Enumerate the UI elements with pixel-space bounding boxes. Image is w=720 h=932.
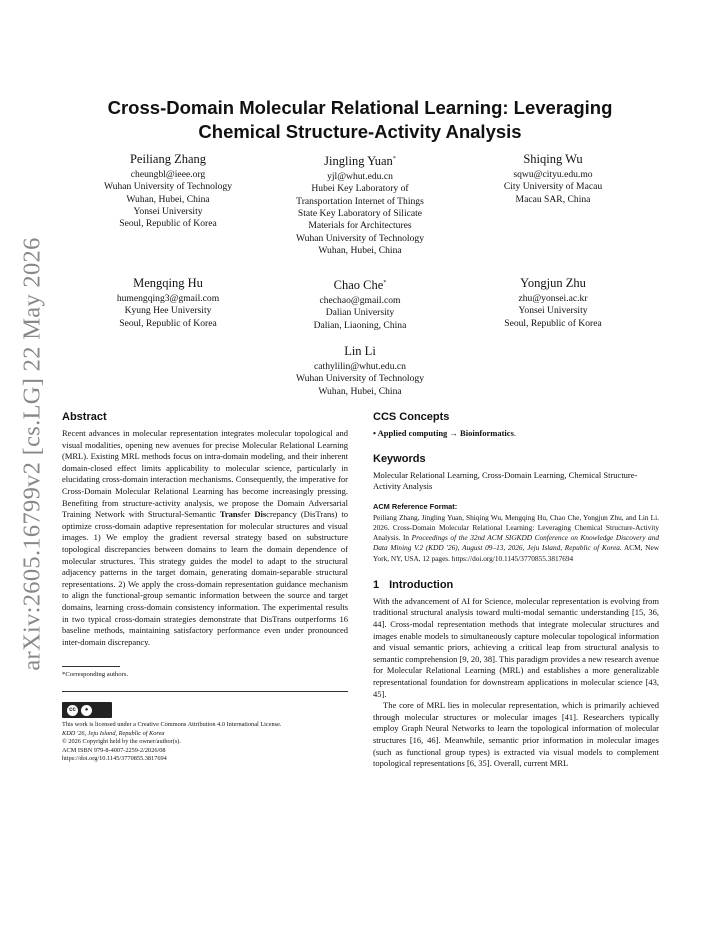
author-email: sqwu@cityu.edu.mo bbox=[513, 169, 593, 180]
author-block bbox=[260, 276, 460, 332]
license-copyright: © 2026 Copyright held by the owner/author(s). bbox=[62, 738, 181, 746]
author-email: zhu@yonsei.ac.kr bbox=[518, 293, 588, 304]
abstract-heading: Abstract bbox=[62, 411, 107, 423]
author-affiliation: Dalian University bbox=[325, 307, 395, 319]
author-name: Chao Che* bbox=[333, 278, 387, 293]
keywords-text: Molecular Relational Learning, Cross-Domain Learning, Chemical Structure-Activity Analysis bbox=[373, 469, 638, 492]
author-affiliation: Wuhan, Hubei, China bbox=[318, 385, 402, 397]
keywords-heading: Keywords bbox=[373, 452, 426, 465]
author-block bbox=[68, 276, 268, 330]
author-email: yjl@whut.edu.cn bbox=[327, 171, 393, 183]
author-affiliation: City University of Macau bbox=[503, 181, 603, 193]
right-column bbox=[373, 410, 659, 770]
author-block bbox=[453, 152, 653, 206]
license-venue: KDD '26, Jeju Island, Republic of Korea bbox=[62, 729, 165, 737]
arxiv-id: arXiv:2605.16799v2 [cs.LG] 22 May 2026 bbox=[19, 237, 47, 671]
author-affiliation: Seoul, Republic of Korea bbox=[119, 317, 217, 329]
author-affiliation: Wuhan University of Technology bbox=[296, 232, 424, 244]
author-affiliation: Dalian, Liaoning, China bbox=[313, 319, 407, 331]
author-email: cathylilin@whut.edu.cn bbox=[314, 361, 406, 372]
author-affiliation: Seoul, Republic of Korea bbox=[504, 317, 602, 329]
author-email: chechao@gmail.com bbox=[319, 295, 401, 307]
author-block bbox=[260, 152, 460, 257]
author-affiliation: Materials for Architectures bbox=[308, 220, 412, 232]
author-affiliation: State Key Laboratory of Silicate bbox=[297, 208, 423, 220]
author-block bbox=[453, 276, 653, 330]
author-name: Mengqing Hu bbox=[133, 276, 203, 290]
cc-by-badge[interactable] bbox=[62, 702, 112, 718]
corresponding-footnote: *Corresponding authors. bbox=[62, 671, 129, 679]
author-name: Yongjun Zhu bbox=[520, 276, 586, 290]
author-name: Lin Li bbox=[344, 344, 376, 358]
acm-ref-heading: ACM Reference Format: bbox=[373, 501, 458, 511]
ccs-concepts: • Applied computing → Bioinformatics. bbox=[373, 428, 517, 438]
author-affiliation: Yonsei University bbox=[133, 205, 203, 217]
author-affiliation: Hubei Key Laboratory of bbox=[311, 183, 409, 195]
author-block bbox=[68, 152, 268, 230]
abstract-text: Recent advances in molecular representation integrates molecular topological and visual modalities, opening new avenues for precise Molecular Relational Learning (MRL). Existing MRL methods focus on intra-domain modeling, and their inherent domain-closed effect limits applicability to molecular science, particularly in elucidating cross-domain interaction mechanisms. Consequently, the imperative for Cross-Domain Molecular Relational Learning has become increasingly pressing. Benefiting from structure-activity analysis, we propose the Domain Adversarial Training Network with Structural-Semantic Transfer Discrepancy (DisTrans) to optimize cross-domain adaptive representation for molecular structures and visual images. 1) We employ the gradient reversal strategy based on substructure topological discrepancies between domains to learn the domain dependence of molecular structures. This strategy guides the model to adapt to the structural adjacency patterns in the target domain, generating domain-separable structural representations. 2) We apply the cross-domain representation guidance mechanism to align the functional-group semantic information between the source and target domains, learning cross-domain consistency information. The experimental results in two typical cross-domain strategies demonstrate that DisTrans outperforms 16 baseline methods, maintaining satisfactory performance even under pronounced inter-domain discrepancy. bbox=[62, 428, 348, 647]
author-affiliation: Transportation Internet of Things bbox=[296, 195, 424, 207]
author-email: cheungbl@ieee.org bbox=[130, 169, 206, 180]
author-name: Jingling Yuan* bbox=[324, 154, 396, 169]
intro-heading: 1 Introduction bbox=[373, 578, 454, 591]
left-column bbox=[62, 410, 348, 763]
author-affiliation: Wuhan University of Technology bbox=[104, 181, 232, 193]
author-affiliation: Kyung Hee University bbox=[124, 305, 212, 317]
arxiv-stamp bbox=[12, 237, 54, 671]
ccs-heading: CCS Concepts bbox=[373, 411, 450, 423]
person-icon: ● bbox=[81, 705, 92, 716]
author-affiliation: Wuhan, Hubei, China bbox=[126, 193, 210, 205]
author-affiliation: Wuhan University of Technology bbox=[296, 373, 424, 385]
author-affiliation: Yonsei University bbox=[518, 305, 588, 317]
license-isbn: ACM ISBN 979-8-4007-2259-2/2026/08 bbox=[62, 746, 166, 754]
author-email: humengqing3@gmail.com bbox=[116, 293, 220, 304]
license-doi[interactable]: https://doi.org/10.1145/3770855.3817694 bbox=[62, 754, 167, 762]
intro-paragraph: With the advancement of AI for Science, molecular representation is evolving from traditional structural analysis toward multi-modal semantic understanding [15, 36, 44]. Cross-modal representation methods that integrate molecular structures and images enable models to simultaneously capture molecular topological information and visual semantic priors, achieving a critical leap from structural analysis to semantic comprehension [9, 20, 38]. This paradigm provides a new research avenue for Molecular Relational Learning (MRL) and establishes a more generalizable representational foundation for downstream applications in molecular science [43, 45]. bbox=[373, 595, 659, 699]
author-affiliation: Seoul, Republic of Korea bbox=[119, 218, 217, 230]
author-affiliation: Macau SAR, China bbox=[515, 193, 591, 205]
author-name: Shiqing Wu bbox=[523, 152, 583, 166]
intro-paragraph: The core of MRL lies in molecular representation, which is primarily achieved through molecular structures or molecular images [41]. Researchers typically employ Graph Neural Networks to learn the topological information of molecular structures [16, 46]. Meanwhile, semantic prior information in molecular images (such as functional group types) is extracted via visual models to complement topological representations [6, 35]. Overall, current MRL bbox=[373, 700, 659, 769]
author-name: Peiliang Zhang bbox=[129, 152, 207, 166]
author-block bbox=[260, 344, 460, 398]
license-line: This work is licensed under a Creative Commons Attribution 4.0 International License. bbox=[62, 721, 282, 729]
footnote-rule bbox=[62, 666, 120, 667]
author-affiliation: Wuhan, Hubei, China bbox=[318, 244, 402, 256]
cc-icon: cc bbox=[67, 705, 78, 716]
acm-ref-text: Peiliang Zhang, Jingling Yuan, Shiqing Wu, Mengqing Hu, Chao Che, Yongjun Zhu, and Lin Li. 2026. Cross-Domain Molecular Relational Learning: Leveraging Chemical Structure-Activity Analysis. In Proceedings of the 32nd ACM SIGKDD Conference on Knowledge Discovery and Data Mining V.2 (KDD '26), August 09–13, 2026, Jeju Island, Republic of Korea. ACM, New York, NY, USA, 12 pages. https://doi.org/10.1145/3770855.3817694 bbox=[373, 512, 660, 563]
paper-title: Cross-Domain Molecular Relational Learning: Leveraging Chemical Structure-Activity Analysis bbox=[107, 97, 613, 142]
